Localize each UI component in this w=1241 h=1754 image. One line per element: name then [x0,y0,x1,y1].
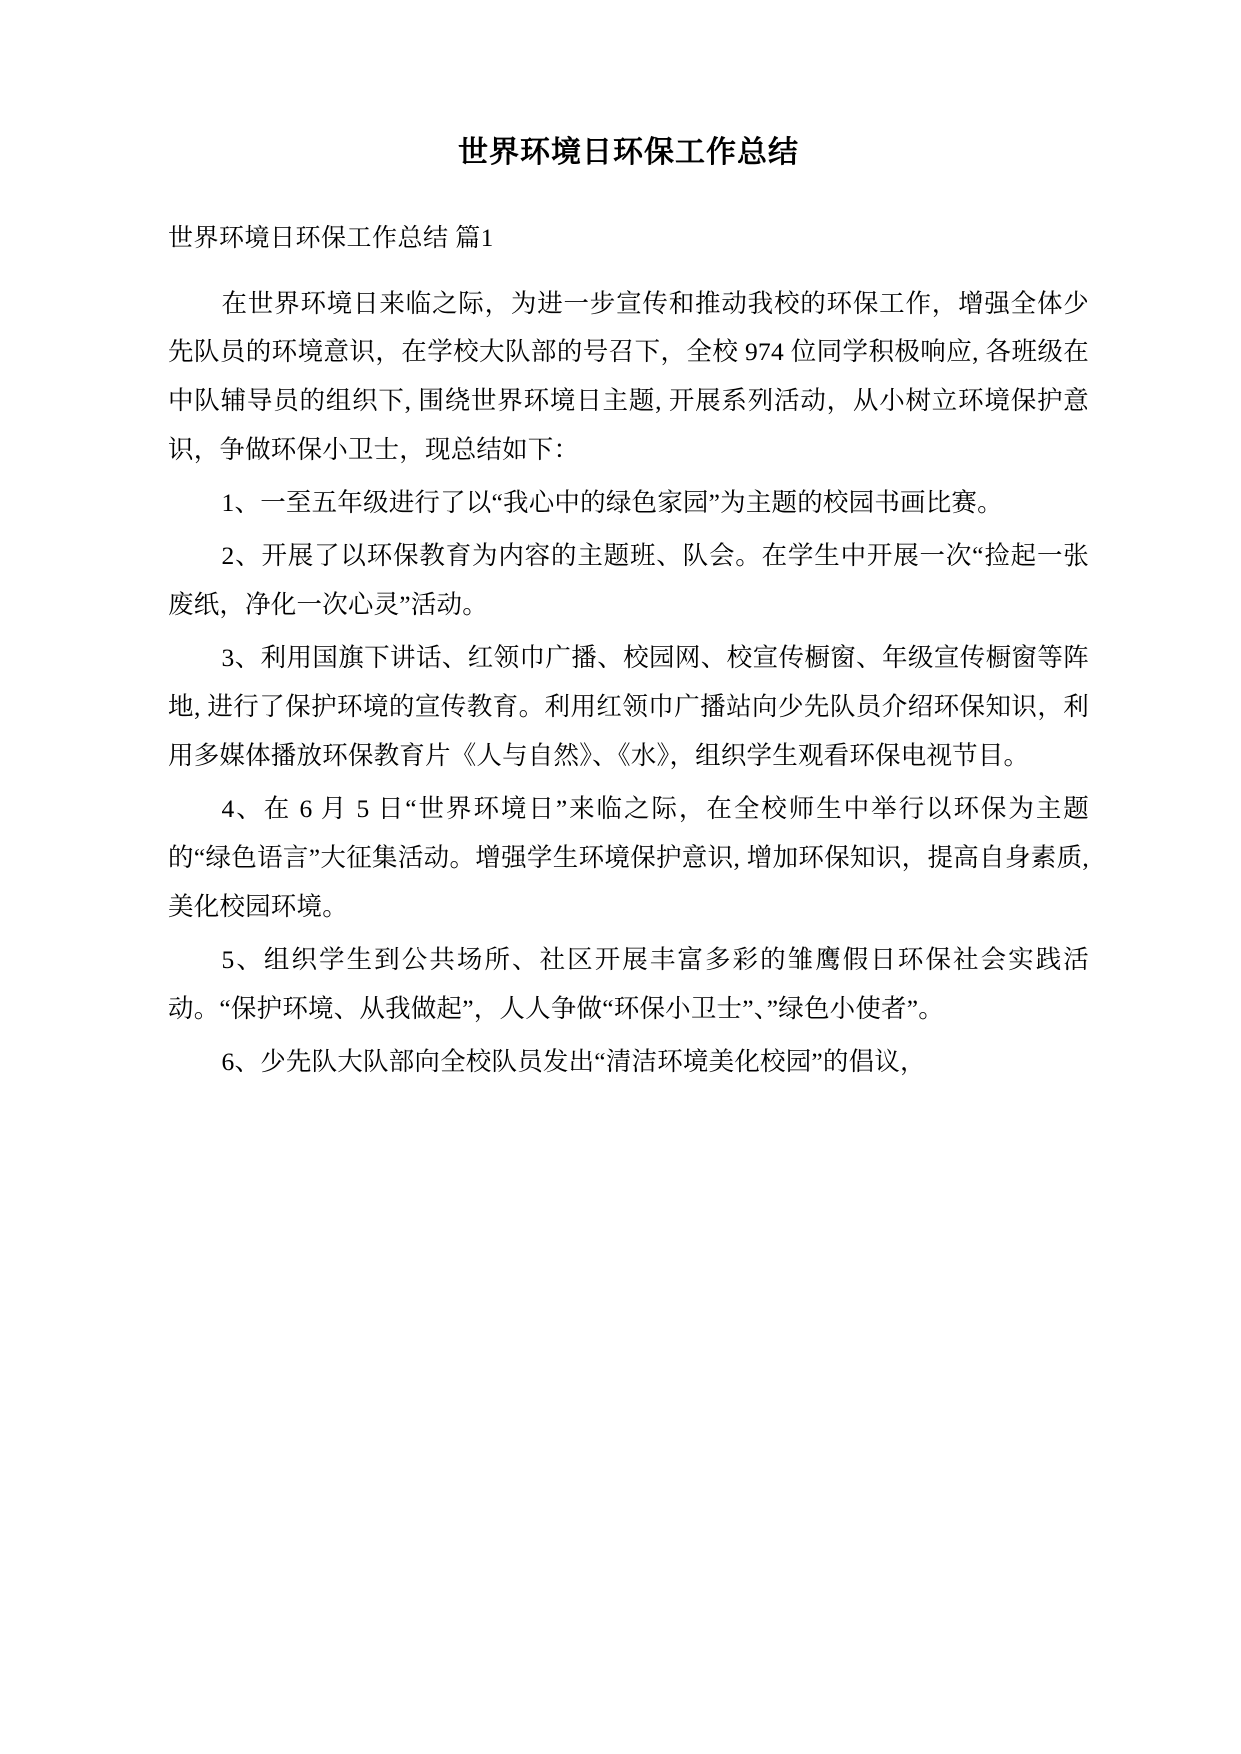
paragraph-1: 在世界环境日来临之际，为进一步宣传和推动我校的环保工作，增强全体少先队员的环境意识，在学校大队部的号召下，全校 974 位同学积极响应, 各班级在中队辅导员的组织下, 围绕世界环境日主题, 开展系列活动，从小树立环境保护意识，争做环保小卫士，现总结如下： [168,288,1089,465]
paragraph-4: 3、利用国旗下讲话、红领巾广播、校园网、校宣传橱窗、年级宣传橱窗等阵地, 进行了保护环境的宣传教育。利用红领巾广播站向少先队员介绍环保知识，利用多媒体播放环保教育片《人与自然》、《水》，组织学生观看环保电视节目。 [168,643,1089,771]
paragraph-2: 1、一至五年级进行了以“我心中的绿色家园”为主题的校园书画比赛。 [221,488,1003,518]
paragraph-7: 6、少先队大队部向全校队员发出“清洁环境美化校园”的倡议， [221,1046,926,1076]
paragraph-3: 2、开展了以环保教育为内容的主题班、队会。在学生中开展一次“捡起一张废纸，净化一次心灵”活动。 [168,541,1089,620]
paragraph-6: 5、组织学生到公共场所、社区开展丰富多彩的雏鹰假日环保社会实践活动。“保护环境、从我做起”，人人争做“环保小卫士”、”绿色小使者”。 [168,944,1089,1023]
page-title: 世界环境日环保工作总结 [458,135,799,170]
paragraph-5: 4、在 6 月 5 日“世界环境日”来临之际，在全校师生中举行以环保为主题的“绿色语言”大征集活动。增强学生环境保护意识, 增加环保知识，提高自身素质, 美化校园环境。 [168,794,1089,921]
document-subtitle: 世界环境日环保工作总结 篇1 [168,225,494,252]
